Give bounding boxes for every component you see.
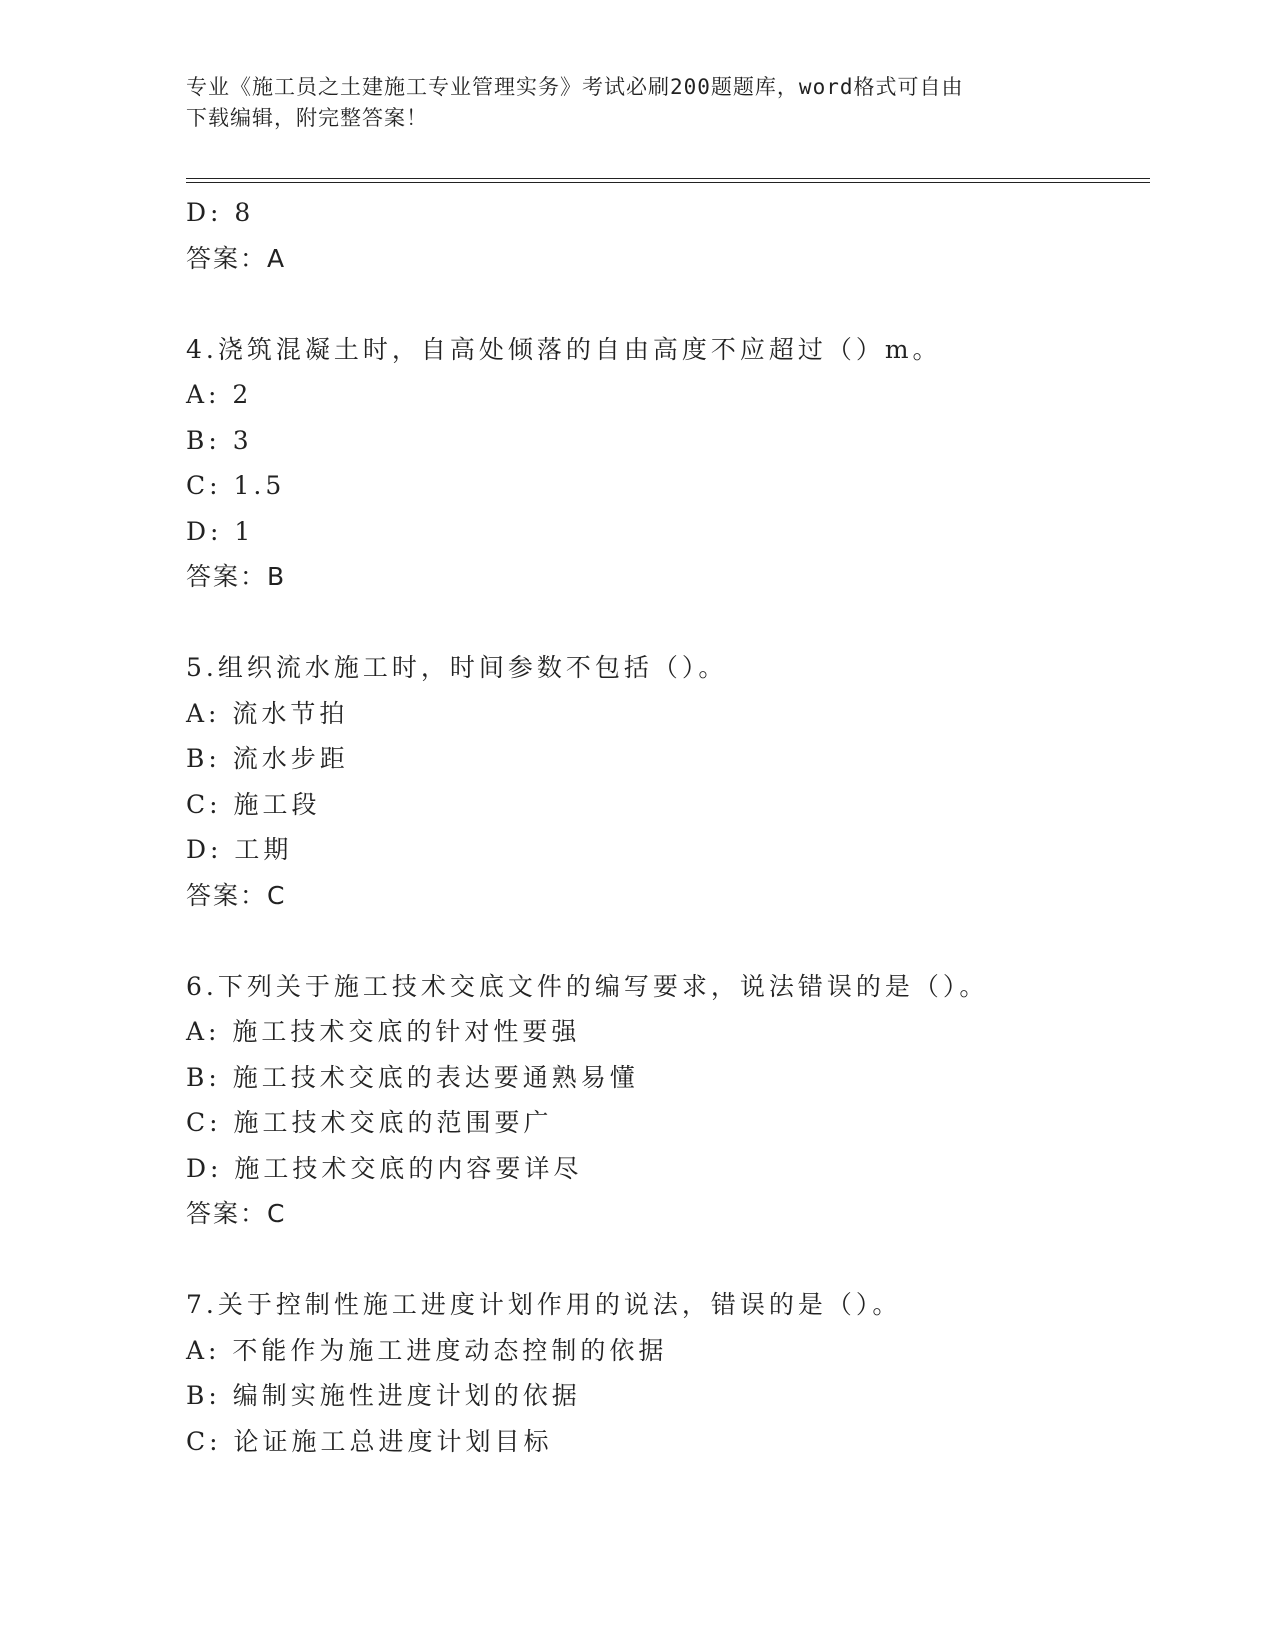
option-a: A: 施工技术交底的针对性要强 bbox=[186, 1017, 581, 1046]
question-stem: 7.关于控制性施工进度计划作用的说法，错误的是（）。 bbox=[186, 1290, 902, 1319]
answer-line: 答案：C bbox=[186, 1199, 287, 1228]
question-stem: 4.浇筑混凝土时，自高处倾落的自由高度不应超过（）m。 bbox=[186, 334, 942, 364]
question-stem: 6.下列关于施工技术交底文件的编写要求，说法错误的是（）。 bbox=[186, 971, 989, 1001]
option-a: A: 不能作为施工进度动态控制的依据 bbox=[186, 1335, 668, 1365]
previous-question-tail bbox=[186, 190, 1146, 281]
header-title-line-1: 专业《施工员之土建施工专业管理实务》考试必刷200题题库，word格式可自由 bbox=[186, 75, 964, 99]
answer-line: 答案：A bbox=[186, 243, 287, 273]
question-5 bbox=[186, 645, 1146, 918]
question-4 bbox=[186, 327, 1146, 600]
option-d: D: 8 bbox=[186, 198, 255, 227]
question-7 bbox=[186, 1282, 1146, 1464]
header-title-line-2: 下载编辑，附完整答案！ bbox=[186, 106, 428, 130]
spacer bbox=[186, 281, 1146, 327]
answer-line: 答案：C bbox=[186, 880, 287, 910]
option-c: C: 1.5 bbox=[186, 471, 286, 500]
option-d: D: 施工技术交底的内容要详尽 bbox=[186, 1153, 583, 1183]
option-d: D: 1 bbox=[186, 516, 255, 546]
question-6 bbox=[186, 964, 1146, 1237]
question-list bbox=[186, 190, 1146, 1464]
spacer bbox=[186, 918, 1146, 964]
option-b: B: 3 bbox=[186, 425, 253, 455]
option-a: A: 流水节拍 bbox=[186, 698, 349, 728]
option-b: B: 施工技术交底的表达要通熟易懂 bbox=[186, 1062, 639, 1092]
document-header bbox=[186, 72, 1086, 134]
option-b: B: 编制实施性进度计划的依据 bbox=[186, 1381, 581, 1410]
answer-line: 答案：B bbox=[186, 562, 287, 591]
question-stem: 5.组织流水施工时，时间参数不包括（）。 bbox=[186, 653, 728, 682]
spacer bbox=[186, 1237, 1146, 1283]
option-a: A: 2 bbox=[186, 380, 253, 409]
spacer bbox=[186, 600, 1146, 646]
header-divider-top bbox=[186, 178, 1150, 179]
option-b: B: 流水步距 bbox=[186, 744, 349, 773]
header-divider-bottom bbox=[186, 182, 1150, 183]
option-c: C: 施工段 bbox=[186, 789, 321, 819]
option-c: C: 施工技术交底的范围要广 bbox=[186, 1108, 553, 1137]
option-d: D: 工期 bbox=[186, 835, 293, 864]
option-c: C: 论证施工总进度计划目标 bbox=[186, 1426, 553, 1456]
